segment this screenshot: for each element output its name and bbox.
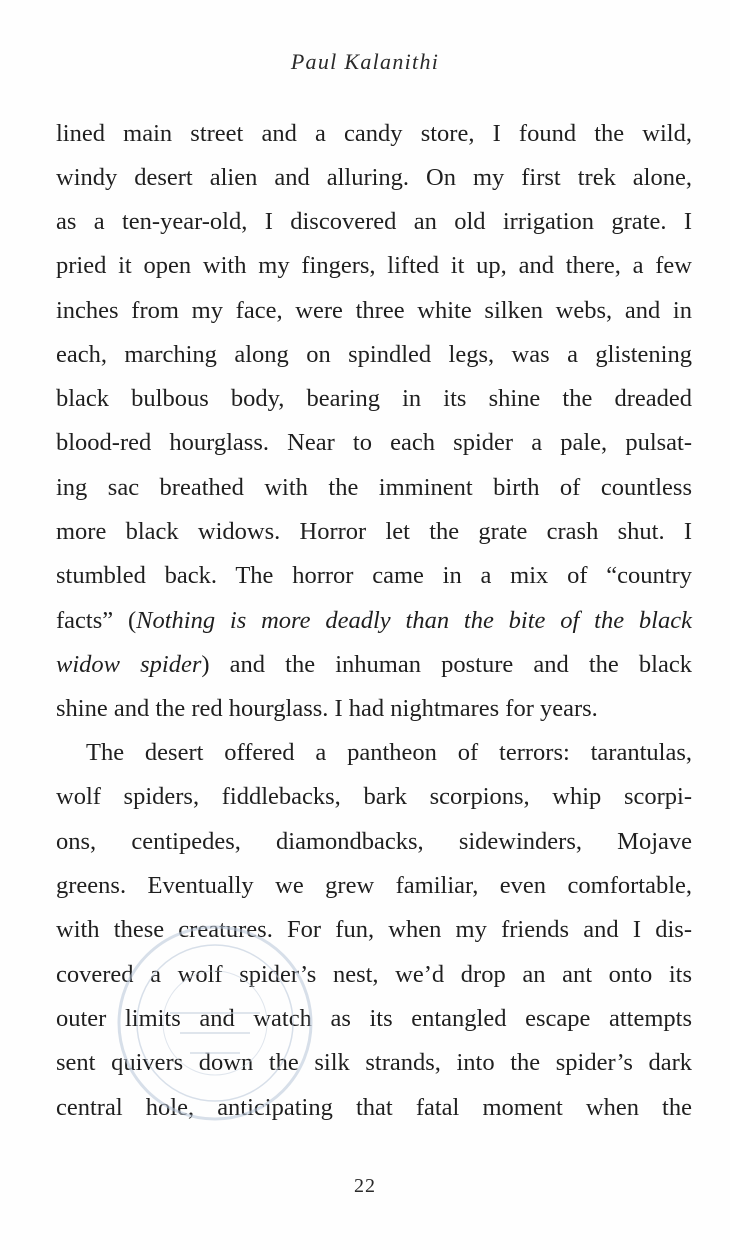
text-line: ing sac breathed with the imminent birth of countless [56,474,692,501]
text-line: outer limits and watch as its entangled escape attempts [56,1005,692,1032]
text-line-with-italic: widow spider) and the inhuman posture and the black [56,651,692,678]
text-line: black bulbous body, bearing in its shine the dreaded [56,385,692,412]
italic-title: Nothing is more deadly than the bite of the black [136,607,692,634]
text-line: sent quivers down the silk strands, into the spider’s dark [56,1049,692,1076]
italic-title: widow spider [56,651,202,678]
text-line-with-italic: facts” (Nothing is more deadly than the bite of the black [56,607,692,634]
text-line: stumbled back. The horror came in a mix of “country [56,562,692,589]
text-line: with these creatures. For fun, when my friends and I dis- [56,916,692,943]
text-line: greens. Eventually we grew familiar, even comfortable, [56,872,692,899]
running-header-author: Paul Kalanithi [290,49,440,74]
text-line: more black widows. Horror let the grate crash shut. I [56,518,692,545]
text-line: pried it open with my fingers, lifted it up, and there, a few [56,252,692,279]
text-line: ons, centipedes, diamondbacks, sidewinders, Mojave [56,828,692,855]
text-line: windy desert alien and alluring. On my first trek alone, [56,164,692,191]
text-line: each, marching along on spindled legs, was a glistening [56,341,692,368]
text-line: shine and the red hourglass. I had nightmares for years. [56,695,598,722]
text-line: inches from my face, were three white silken webs, and in [56,297,692,324]
page-number: 22 [354,1175,376,1197]
text-line: wolf spiders, fiddlebacks, bark scorpions, whip scorpi- [56,783,692,810]
text-line: The desert offered a pantheon of terrors: tarantulas, [86,739,692,766]
text-line: as a ten-year-old, I discovered an old irrigation grate. I [56,208,692,235]
text-line: central hole, anticipating that fatal moment when the [56,1094,692,1121]
text-line: lined main street and a candy store, I found the wild, [56,120,692,147]
text-line: covered a wolf spider’s nest, we’d drop an ant onto its [56,961,692,988]
text-line: blood-red hourglass. Near to each spider a pale, pulsat- [56,429,692,456]
